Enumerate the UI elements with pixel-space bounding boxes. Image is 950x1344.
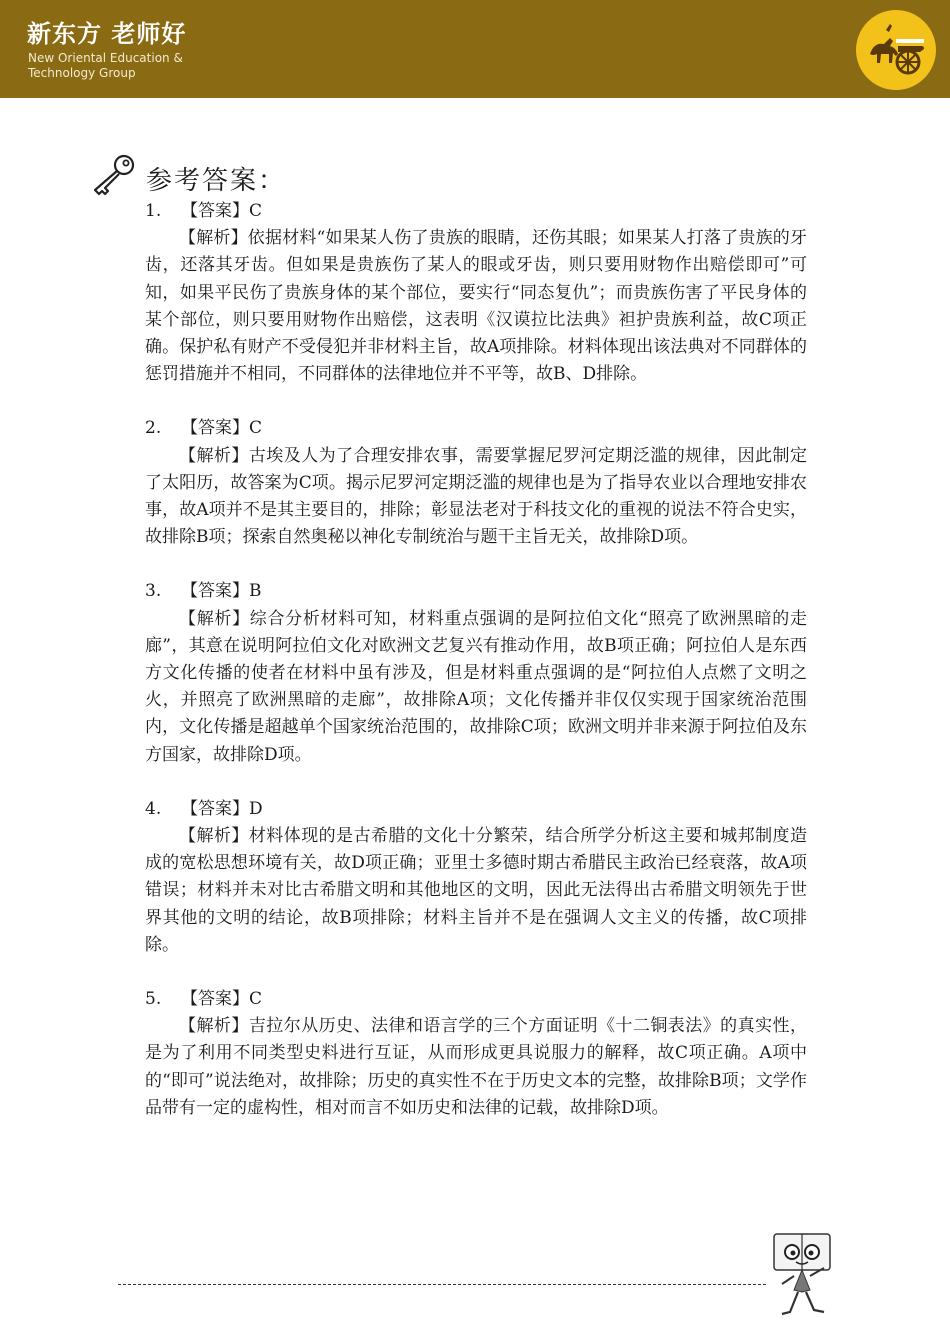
answer-header bbox=[145, 986, 807, 1013]
question-number: 1. bbox=[145, 201, 162, 221]
footer-divider bbox=[118, 1284, 766, 1285]
answer-label: 【答案】C bbox=[181, 418, 263, 439]
answer-label: 【答案】C bbox=[181, 201, 263, 221]
answer-analysis: 【解析】材料体现的是古希腊的文化十分繁荣，结合所学分析这主要和城邦制度造成的宽松思想环境有关，故D项正确；亚里士多德时期古希腊民主政治已经衰落，故A项错误；材料并未对比古希腊文明和其他地区的文明，因此无法得出古希腊文明领先于世界其他的文明的结论，故B项排除；材料主旨并不是在强调人文主义的传播，故C项排除。 bbox=[145, 826, 807, 955]
answer-header bbox=[145, 415, 807, 442]
answers-list bbox=[145, 198, 807, 1122]
answer-header bbox=[145, 578, 807, 605]
question-number: 5. bbox=[145, 989, 162, 1010]
brand-name-en-line2: Technology Group bbox=[28, 66, 136, 80]
key-icon bbox=[90, 152, 138, 198]
brand-name-cn: 新东方 老师好 bbox=[27, 20, 187, 48]
answer-item bbox=[145, 796, 807, 959]
question-number: 2. bbox=[145, 418, 162, 439]
answer-analysis: 【解析】依据材料“如果某人伤了贵族的眼睛，还伤其眼；如果某人打落了贵族的牙齿，还落其牙齿。但如果是贵族伤了某人的眼或牙齿，则只要用财物作出赔偿即可”可知，如果平民伤了贵族身体的某个部位，要实行“同态复仇”；而贵族伤害了平民身体的某个部位，则只要用财物作出赔偿，这表明《汉谟拉比法典》袒护贵族利益，故C项正确。保护私有财产不受侵犯并非材料主旨，故A项排除。材料体现出该法典对不同群体的惩罚措施并不相同，不同群体的法律地位并不平等，故B、D排除。 bbox=[145, 228, 807, 385]
question-number: 3. bbox=[145, 581, 162, 602]
brand-name-en bbox=[28, 51, 248, 81]
page-title: 参考答案： bbox=[146, 166, 287, 196]
mascot-illustration bbox=[768, 1232, 838, 1318]
answer-item bbox=[145, 986, 807, 1122]
answer-item bbox=[145, 415, 807, 551]
page-header bbox=[0, 0, 950, 98]
answer-label: 【答案】B bbox=[181, 581, 262, 602]
carriage-logo-icon bbox=[856, 10, 936, 90]
answer-analysis: 【解析】吉拉尔从历史、法律和语言学的三个方面证明《十二铜表法》的真实性，是为了利用不同类型史料进行互证，从而形成更具说服力的解释，故C项正确。A项中的“即可”说法绝对，故排除；历史的真实性不在于历史文本的完整，故排除B项；文学作品带有一定的虚构性，相对而言不如历史和法律的记载，故排除D项。 bbox=[145, 1016, 807, 1118]
answer-analysis: 【解析】古埃及人为了合理安排农事，需要掌握尼罗河定期泛滥的规律，因此制定了太阳历，故答案为C项。揭示尼罗河定期泛滥的规律也是为了指导农业以合理地安排农事，故A项并不是其主要目的，排除；彰显法老对于科技文化的重视的说法不符合史实，故排除B项；探索自然奥秘以神化专制统治与题干主旨无关，故排除D项。 bbox=[145, 445, 807, 548]
answer-header bbox=[145, 198, 807, 225]
answer-analysis: 【解析】综合分析材料可知，材料重点强调的是阿拉伯文化“照亮了欧洲黑暗的走廊”，其意在说明阿拉伯文化对欧洲文艺复兴有推动作用，故B项正确；阿拉伯人是东西方文化传播的使者在材料中虽有涉及，但是材料重点强调的是“阿拉伯人点燃了文明之火，并照亮了欧洲黑暗的走廊”，故排除A项；文化传播并非仅仅实现于国家统治范围内，文化传播是超越单个国家统治范围的，故排除C项；欧洲文明并非来源于阿拉伯及东方国家，故排除D项。 bbox=[145, 608, 807, 765]
question-number: 4. bbox=[145, 798, 162, 819]
answer-header bbox=[145, 796, 807, 823]
answer-item bbox=[145, 198, 807, 388]
answer-label: 【答案】C bbox=[181, 989, 263, 1010]
answer-label: 【答案】D bbox=[181, 798, 263, 819]
brand-name-en-line1: New Oriental Education & bbox=[28, 51, 183, 65]
answer-item bbox=[145, 578, 807, 768]
